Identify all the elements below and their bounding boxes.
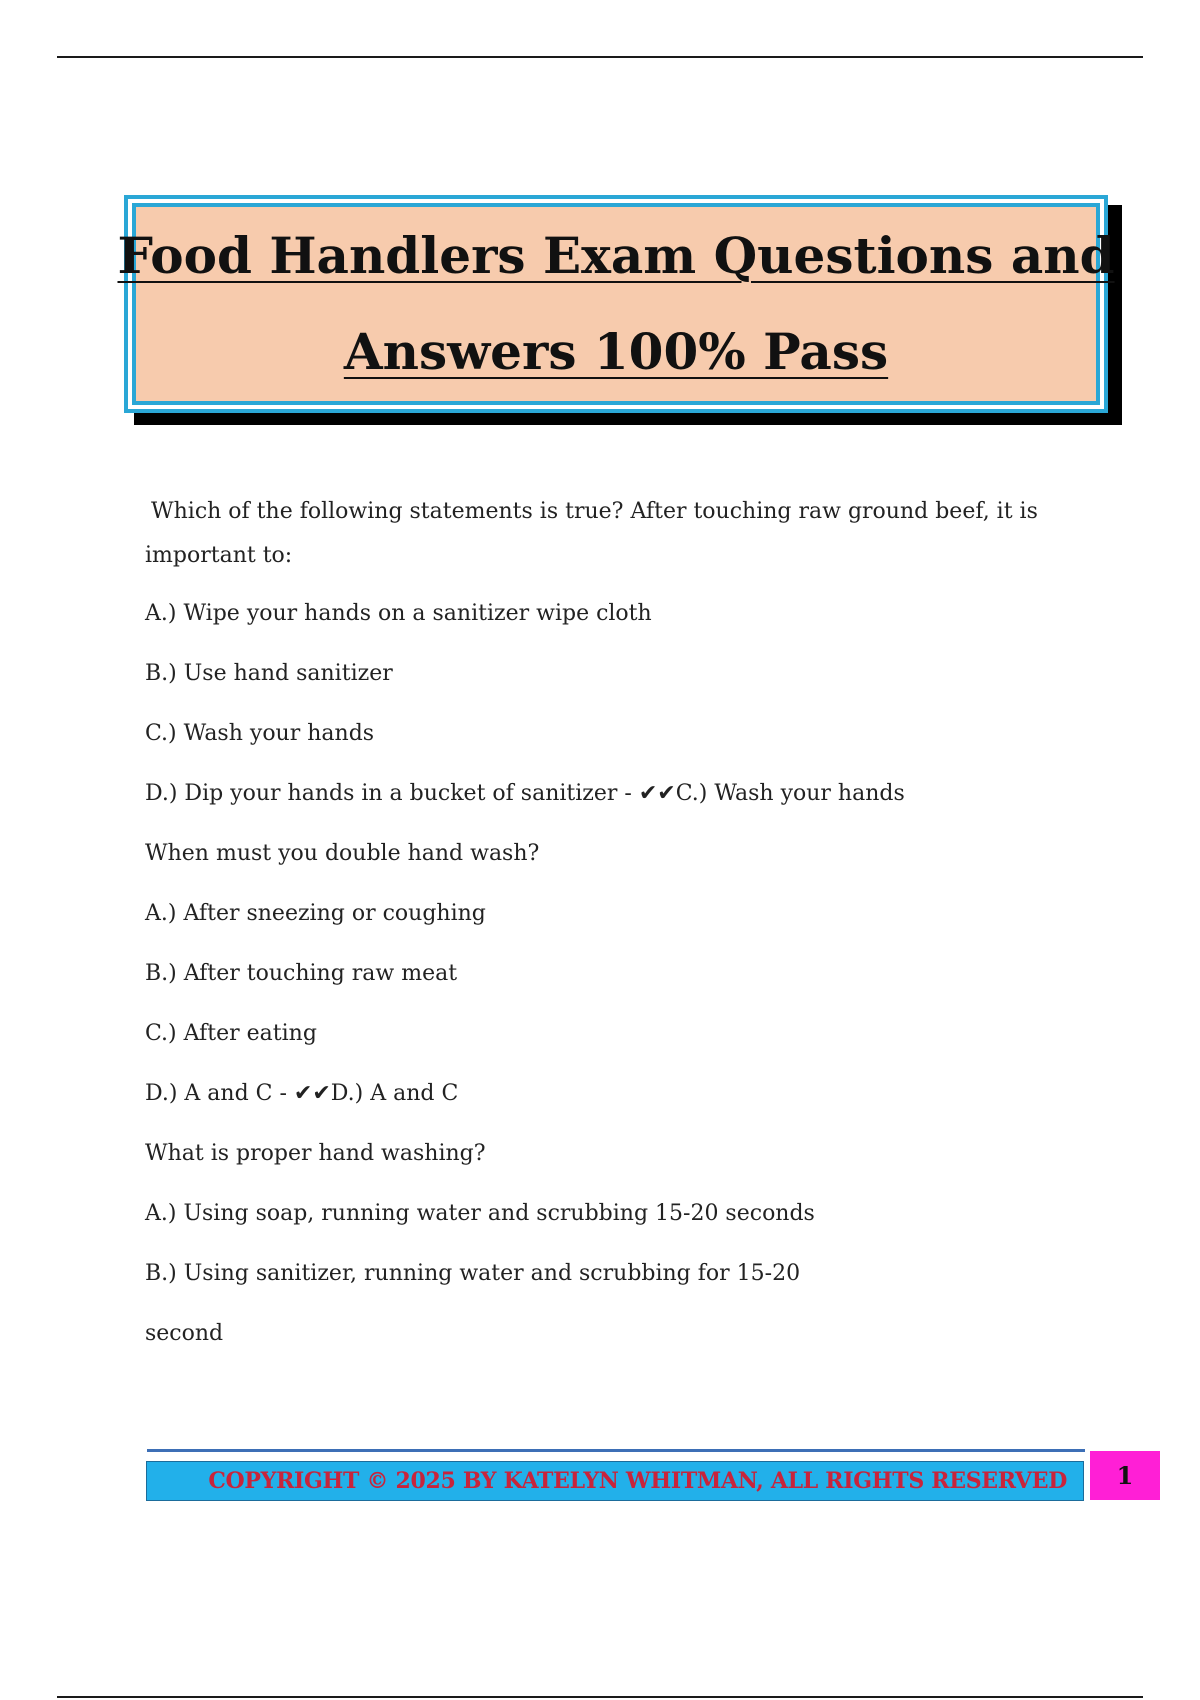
question-2-option-b: B.) After touching raw meat	[145, 961, 458, 986]
title-line-2: Answers 100% Pass	[343, 322, 889, 381]
bottom-rule	[57, 1696, 1143, 1698]
question-1-option-a: A.) Wipe your hands on a sanitizer wipe cloth	[145, 601, 652, 626]
question-1-option-c: C.) Wash your hands	[145, 721, 375, 746]
question-1: Which of the following statements is true? After touching raw ground beef, it is important to:	[145, 499, 1038, 568]
page-number-box	[1090, 1451, 1160, 1500]
question-3-option-b: B.) Using sanitizer, running water and scrubbing for 15-20	[145, 1261, 801, 1286]
question-3: What is proper hand washing?	[145, 1141, 486, 1166]
top-rule	[57, 56, 1143, 58]
question-1-option-b: B.) Use hand sanitizer	[145, 661, 393, 686]
title-line-1: Food Handlers Exam Questions and	[117, 226, 1115, 285]
footer-rule	[147, 1449, 1085, 1452]
question-3-option-a: A.) Using soap, running water and scrubbing 15-20 seconds	[145, 1201, 815, 1226]
question-2-option-d-answer: D.) A and C - ✔✔D.) A and C	[145, 1081, 459, 1106]
question-1-option-d-answer: D.) Dip your hands in a bucket of sanitizer - ✔✔C.) Wash your hands	[145, 781, 905, 806]
copyright-text: COPYRIGHT © 2025 BY KATELYN WHITMAN, ALL RIGHTS RESERVED	[208, 1468, 1067, 1494]
title-box	[117, 195, 1115, 413]
footer-bar	[146, 1461, 1084, 1501]
question-3-option-b-continued: second	[145, 1321, 224, 1346]
title-inner	[117, 203, 1115, 405]
document-body	[145, 490, 1065, 1372]
question-2: When must you double hand wash?	[145, 841, 540, 866]
question-2-option-c: C.) After eating	[145, 1021, 317, 1046]
page-number: 1	[1116, 1461, 1134, 1490]
question-2-option-a: A.) After sneezing or coughing	[145, 901, 486, 926]
